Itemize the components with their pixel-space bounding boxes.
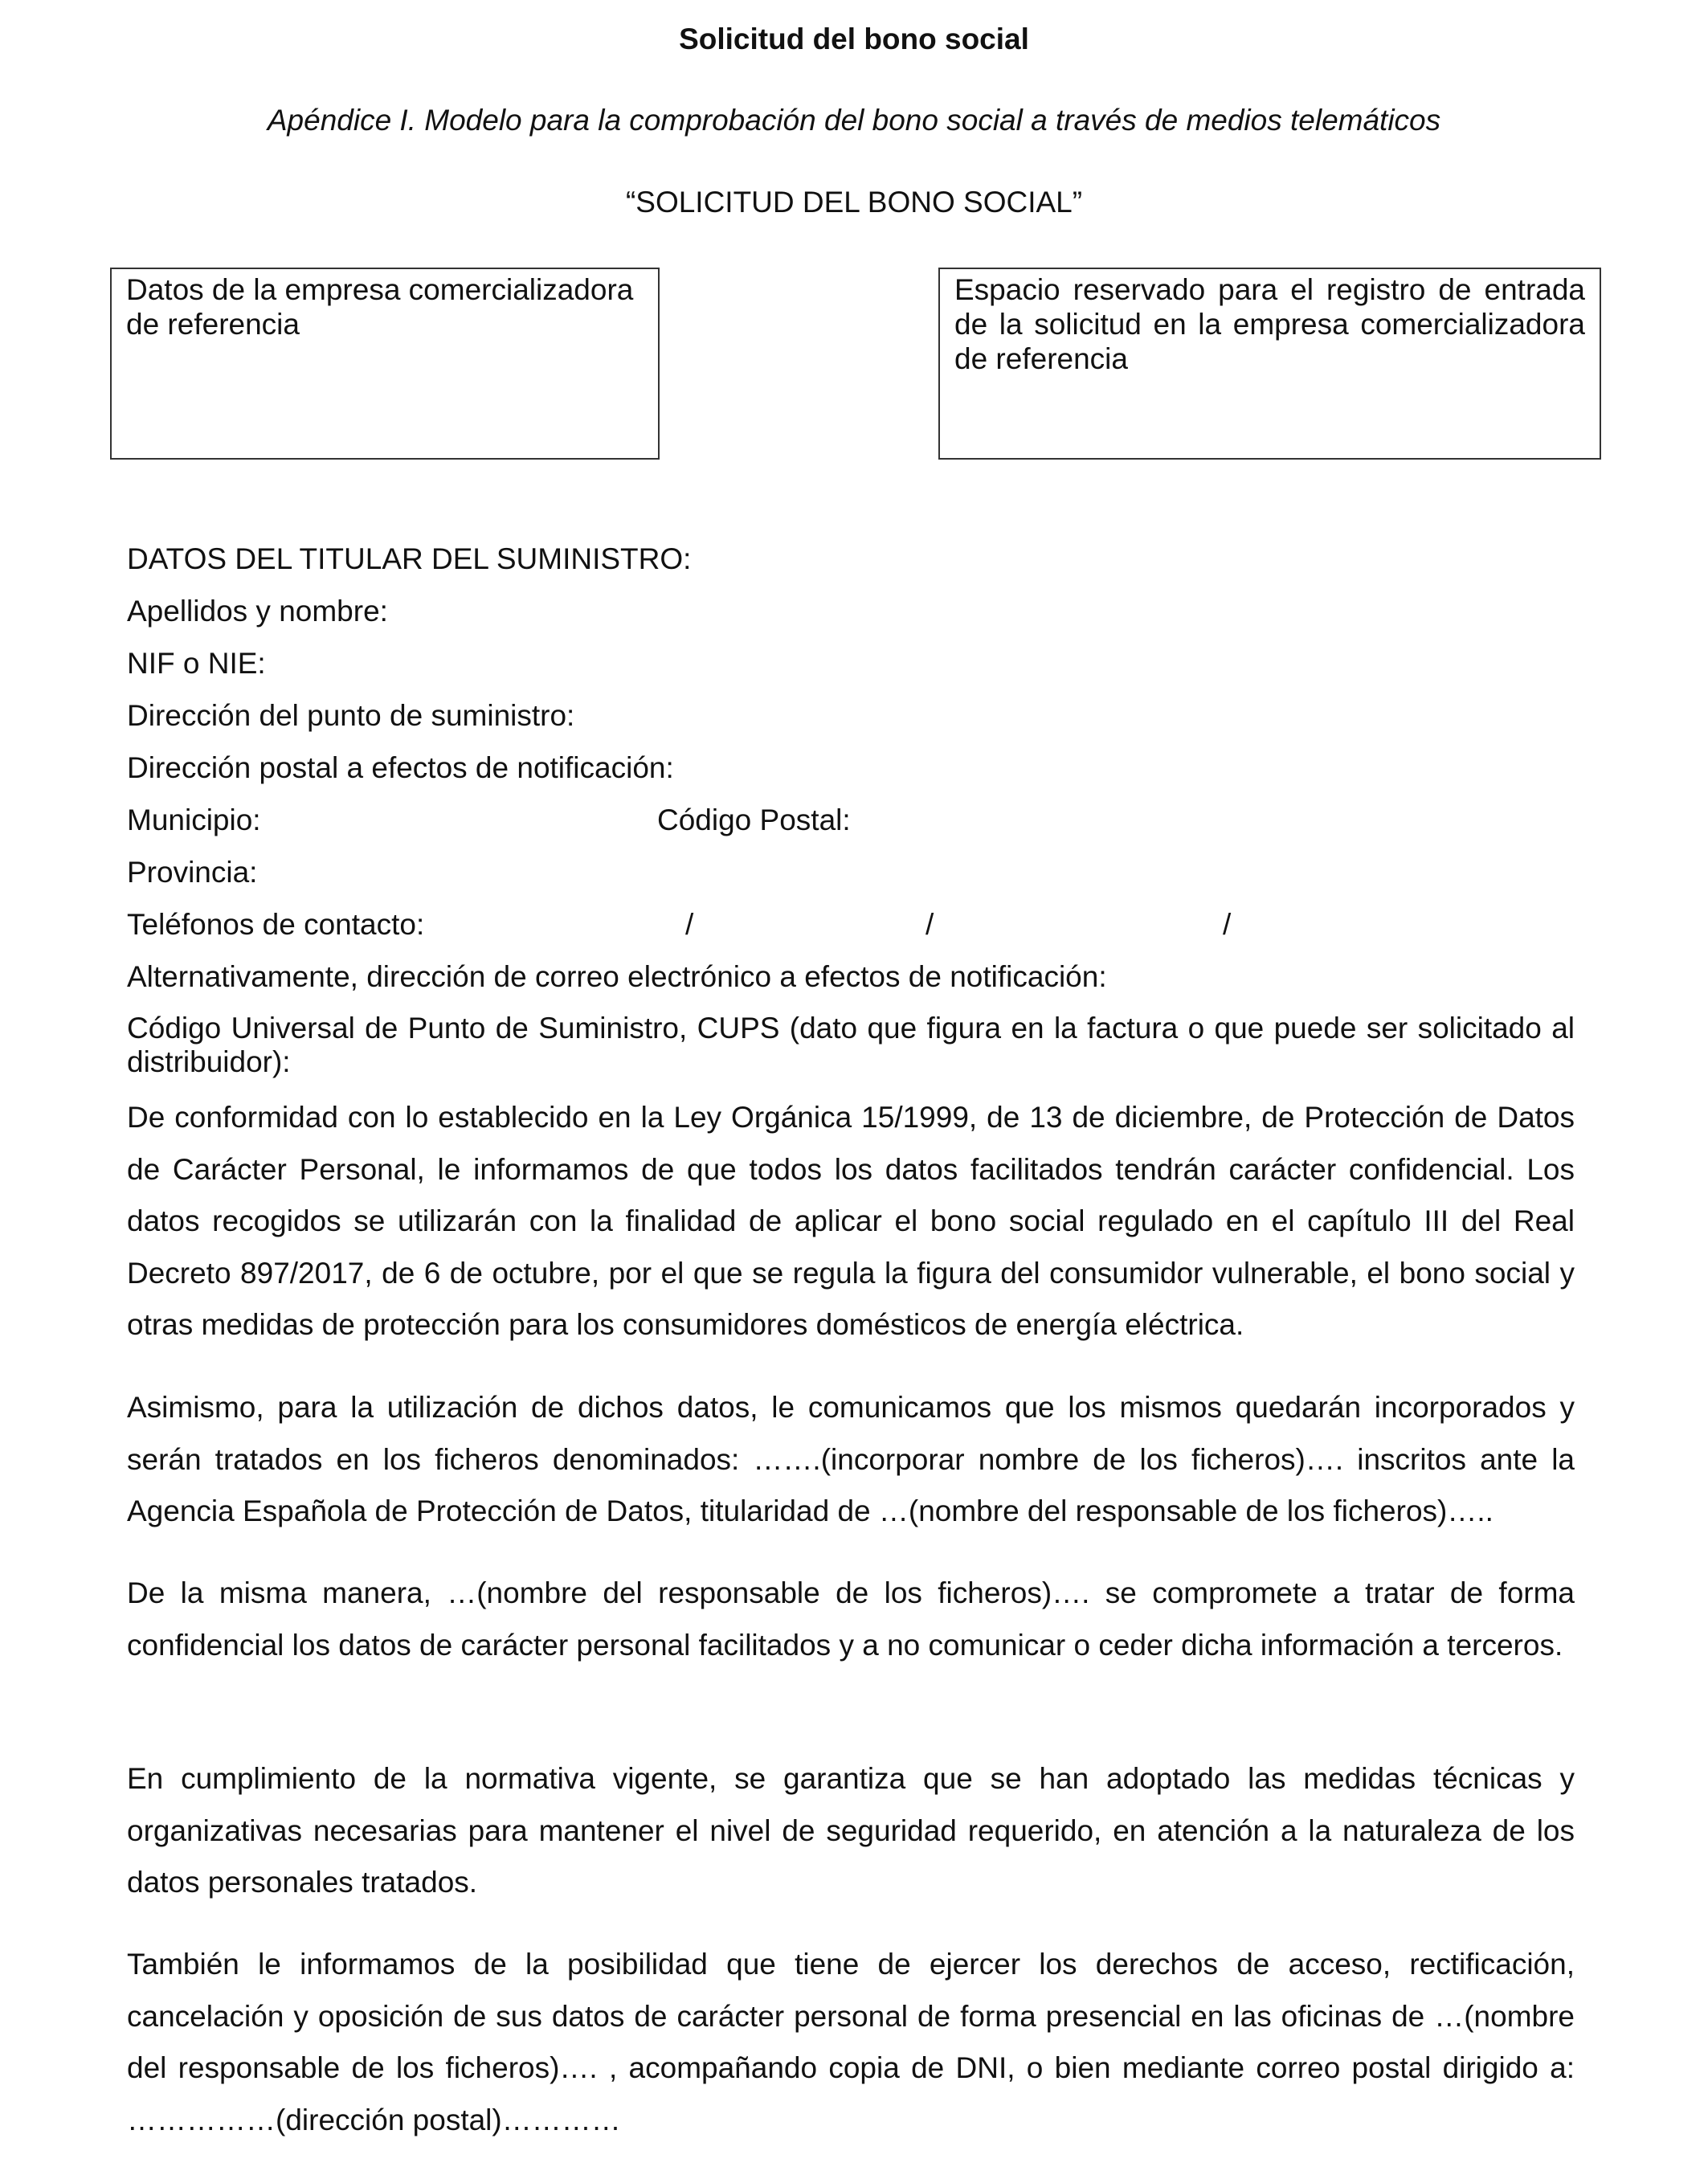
paragraph-files: Asimismo, para la utilización de dichos datos, le comunicamos que los mismos quedarán incorporados y serán tratados en los ficheros denominados: …….(incorporar nombre de los ficheros)…. inscritos ante la Agencia Española de Protección de Datos, titularidad de …(nombre del responsable de los ficheros)….. — [127, 1391, 1575, 1527]
email-field-label: Alternativamente, dirección de correo electrónico a efectos de notificación: — [127, 960, 1107, 993]
phone-separator-1: / — [685, 908, 694, 941]
paragraph-data-protection: De conformidad con lo establecido en la Ley Orgánica 15/1999, de 13 de diciembre, de Protección de Datos de Carácter Personal, le informamos de que todos los datos facilitados tendrán carácter confidencial. Los datos recogidos se utilizarán con la finalidad de aplicar el bono social regulado en el capítulo III del Real Decreto 897/2017, de 6 de octubre, por el que se regula la figura del consumidor vulnerable, el bono social y otras medidas de protección para los consumidores domésticos de energía eléctrica. — [127, 1101, 1575, 1341]
phone-separator-2: / — [926, 908, 934, 941]
name-field-label: Apellidos y nombre: — [127, 595, 388, 628]
retailer-data-label: Datos de la empresa comercializadora de referencia — [126, 273, 634, 341]
postal-address-field-label: Dirección postal a efectos de notificación: — [127, 751, 674, 784]
phone-separator-3: / — [1223, 908, 1232, 941]
nif-field-label: NIF o NIE: — [127, 647, 266, 680]
titular-section-title: DATOS DEL TITULAR DEL SUMINISTRO: — [127, 542, 692, 575]
paragraph-security: En cumplimiento de la normativa vigente, se garantiza que se han adoptado las medidas técnicas y organizativas necesarias para mantener el nivel de seguridad requerido, en atención a la naturaleza de los datos personales tratados. — [127, 1762, 1575, 1899]
retailer-data-box — [110, 268, 660, 460]
form-title: “SOLICITUD DEL BONO SOCIAL” — [625, 186, 1083, 219]
supply-address-field-label: Dirección del punto de suministro: — [127, 699, 575, 732]
cups-field-label: Código Universal de Punto de Suministro, CUPS (dato que figura en la factura o que puede ser solicitado al distribuidor): — [127, 1012, 1575, 1078]
municipality-field-label: Municipio: — [127, 803, 261, 836]
registry-reserved-label: Espacio reservado para el registro de entrada de la solicitud en la empresa comercializadora de referencia — [954, 273, 1585, 375]
paragraph-rights: También le informamos de la posibilidad que tiene de ejercer los derechos de acceso, rectificación, cancelación y oposición de sus datos de carácter personal de forma presencial en las oficinas de …(nombre del responsable de los ficheros)…. , acompañando copia de DNI, o bien mediante correo postal dirigido a: ……………(dirección postal)………… — [127, 1948, 1575, 2136]
province-field-label: Provincia: — [127, 856, 258, 889]
paragraph-confidentiality: De la misma manera, …(nombre del responsable de los ficheros)…. se compromete a tratar de forma confidencial los datos de carácter personal facilitados y a no comunicar o ceder dicha información a terceros. — [127, 1576, 1575, 1662]
postal-code-field-label: Código Postal: — [657, 803, 851, 836]
appendix-heading: Apéndice I. Modelo para la comprobación del bono social a través de medios telemáticos — [267, 104, 1441, 137]
phones-field-label: Teléfonos de contacto: — [127, 908, 425, 941]
document-title: Solicitud del bono social — [679, 22, 1029, 55]
registry-reserved-box — [938, 268, 1601, 460]
